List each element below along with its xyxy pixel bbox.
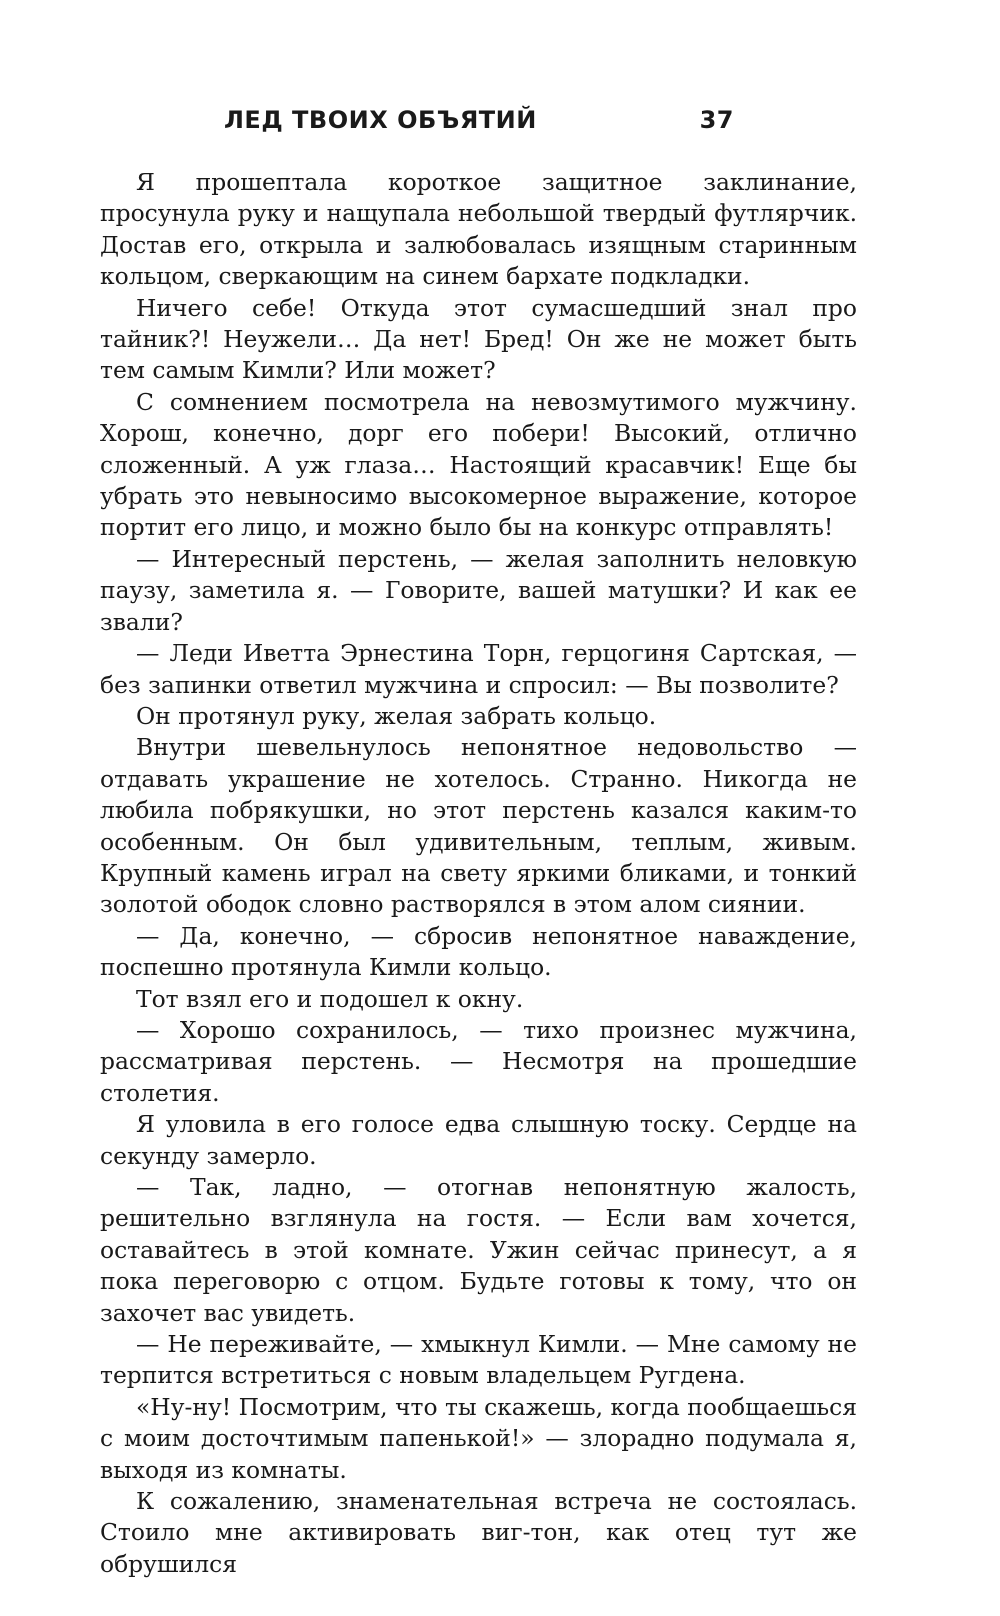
paragraph: Я уловила в его голосе едва слышную тоску. Сердце на секунду замерло. xyxy=(100,1110,857,1170)
paragraph: Тот взял его и подошел к окну. xyxy=(136,984,524,1013)
paragraph: — Хорошо сохранилось, — тихо произнес мужчина, рассматривая перстень. — Несмотря на прошедшие столетия. xyxy=(100,1015,857,1107)
paragraph: К сожалению, знаменательная встреча не состоялась. Стоило мне активировать виг-тон, как отец тут же обрушился xyxy=(100,1487,857,1578)
running-head-title: ЛЕД ТВОИХ ОБЪЯТИЙ xyxy=(224,106,537,134)
paragraph: Ничего себе! Откуда этот сумасшедший знал про тайник?! Неужели… Да нет! Бред! Он же не может быть тем самым Кимли? Или может? xyxy=(100,293,857,385)
paragraph: — Да, конечно, — сбросив непонятное наваждение, поспешно протянула Кимли кольцо. xyxy=(100,921,857,982)
paragraph: «Ну-ну! Посмотрим, что ты скажешь, когда пообщаешься с моим досточтимым папенькой!» — злорадно подумала я, выходя из комнаты. xyxy=(100,1392,857,1484)
body-text xyxy=(100,167,857,1580)
paragraph: Я прошептала короткое защитное заклинание, просунула руку и нащупала небольшой твердый футлярчик. Достав его, открыла и залюбовалась изящным старинным кольцом, сверкающим на синем бархате подкладки. xyxy=(100,168,857,291)
paragraph: — Интересный перстень, — желая заполнить неловкую паузу, заметила я. — Говорите, вашей матушки? И как ее звали? xyxy=(100,544,857,636)
paragraph: — Леди Иветта Эрнестина Торн, герцогиня Сартская, — без запинки ответил мужчина и спросил: — Вы позволите? xyxy=(100,639,857,699)
paragraph: С сомнением посмотрела на невозмутимого мужчину. Хорош, конечно, дорг его побери! Высокий, отлично сложенный. А уж глаза… Настоящий красавчик! Еще бы убрать это невыносимо высокомерное выражение, которое портит его лицо, и можно было бы на конкурс отправлять! xyxy=(100,387,857,542)
paragraph: — Не переживайте, — хмыкнул Кимли. — Мне самому не терпится встретиться с новым владельцем Ругдена. xyxy=(100,1330,857,1390)
page-number: 37 xyxy=(699,106,734,134)
paragraph: — Так, ладно, — отогнав непонятную жалость, решительно взглянула на гостя. — Если вам хочется, оставайтесь в этой комнате. Ужин сейчас принесут, а я пока переговорю с отцом. Будьте готовы к тому, что он захочет вас увидеть. xyxy=(100,1173,857,1327)
running-head xyxy=(224,106,734,142)
paragraph: Внутри шевельнулось непонятное недовольство — отдавать украшение не хотелось. Странно. Никогда не любила побрякушки, но этот перстень казался каким-то особенным. Он был удивительным, теплым, живым. Крупный камень играл на свету яркими бликами, и тонкий золотой ободок словно растворялся в этом алом сиянии. xyxy=(100,733,857,919)
paragraph: Он протянул руку, желая забрать кольцо. xyxy=(136,701,657,730)
